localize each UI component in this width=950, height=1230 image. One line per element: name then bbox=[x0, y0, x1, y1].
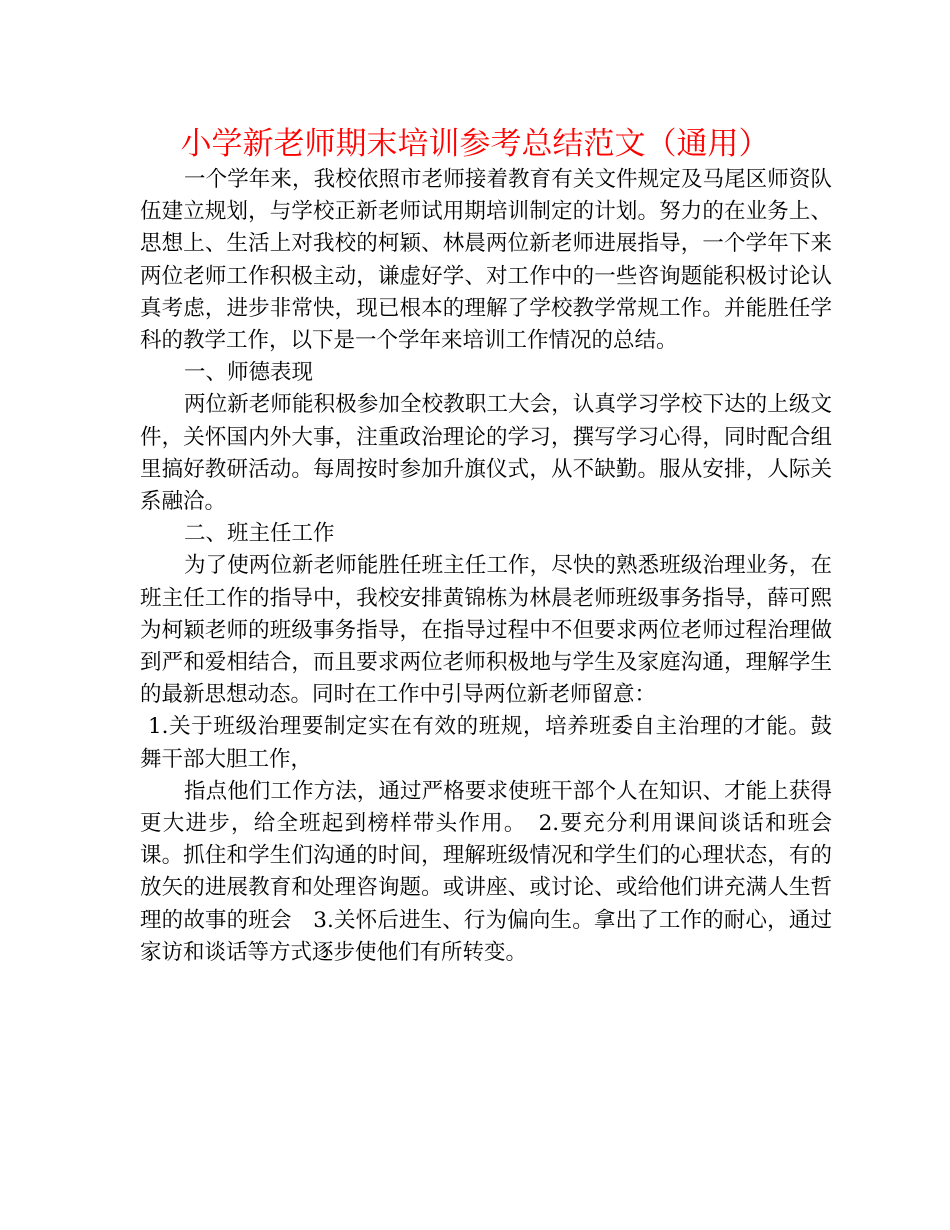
document-title: 小学新老师期末培训参考总结范文（通用） bbox=[180, 126, 770, 162]
guidance-paragraph: 指点他们工作方法，通过严格要求使班干部个人在知识、才能上获得更大进步，给全班起到榜样带头作用。 2.要充分利用课间谈话和班会课。抓住和学生们沟通的时间，理解班级情况和学生们的心理状态，有的放矢的进展教育和处理咨询题。或讲座、或讨论、或给他们讲充满人生哲理的故事的班会 3.关怀后进生、行为偏向生。拿出了工作的耐心，通过家访和谈话等方式逐步使他们有所转变。 bbox=[140, 778, 832, 965]
section-heading-class-teacher: 二、班主任工作 bbox=[184, 521, 335, 547]
class-teacher-paragraph: 为了使两位新老师能胜任班主任工作，尽快的熟悉班级治理业务，在班主任工作的指导中，我校安排黄锦栋为林晨老师班级事务指导，薛可熙为柯颖老师的班级事务指导，在指导过程中不但要求两位老师过程治理做到严和爱相结合，而且要求两位老师积极地与学生及家庭沟通，理解学生的最新思想动态。同时在工作中引导两位新老师留意： bbox=[140, 553, 832, 708]
list-item-1: 1.关于班级治理要制定实在有效的班规，培养班委自主治理的才能。鼓舞干部大胆工作， bbox=[140, 714, 832, 772]
intro-paragraph: 一个学年来，我校依照市老师接着教育有关文件规定及马尾区师资队伍建立规划，与学校正新老师试用期培训制定的计划。努力的在业务上、思想上、生活上对我校的柯颖、林晨两位新老师进展指导，一个学年下来两位老师工作积极主动，谦虚好学、对工作中的一些咨询题能积极讨论认真考虑，进步非常快，现已根本的理解了学校教学常规工作。并能胜任学科的教学工作，以下是一个学年来培训工作情况的总结。 bbox=[140, 167, 832, 354]
section-heading-ethics: 一、师德表现 bbox=[184, 360, 314, 386]
document-body bbox=[140, 164, 832, 969]
ethics-paragraph: 两位新老师能积极参加全校教职工大会，认真学习学校下达的上级文件，关怀国内外大事，注重政治理论的学习，撰写学习心得，同时配合组里搞好教研活动。每周按时参加升旗仪式，从不缺勤。服从安排，人际关系融洽。 bbox=[140, 392, 832, 515]
